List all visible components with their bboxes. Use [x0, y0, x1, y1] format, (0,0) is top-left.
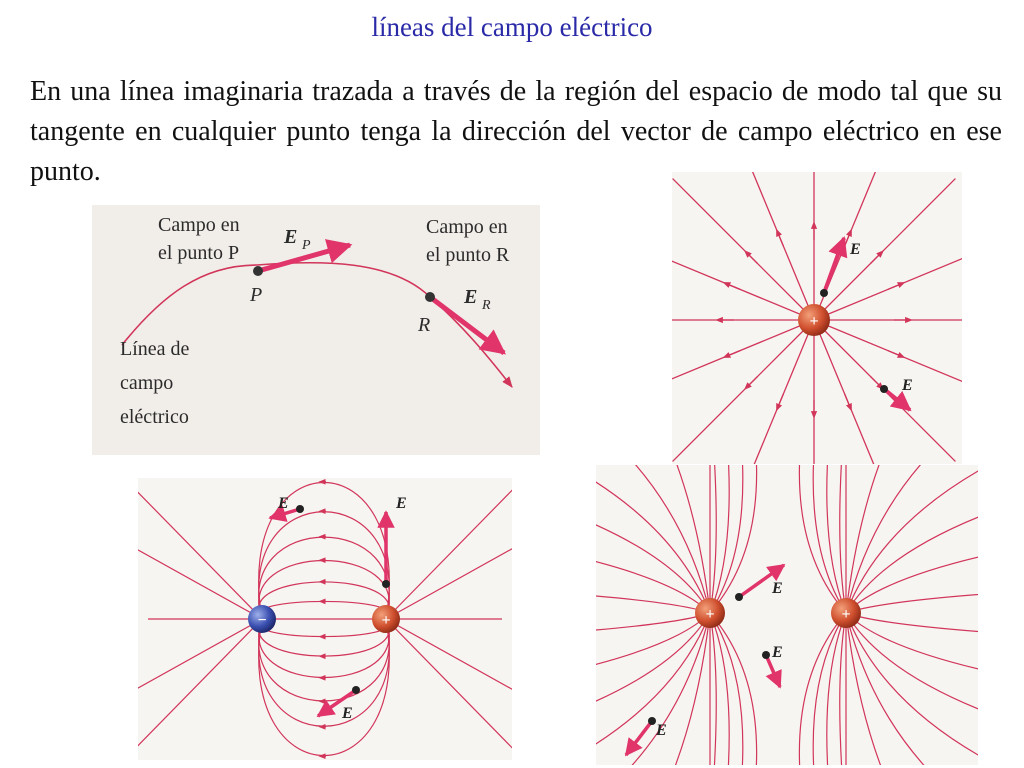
field-line [814, 320, 891, 464]
field-line [657, 613, 710, 765]
field-line [386, 619, 512, 697]
vector-e-label-2: E [396, 495, 407, 512]
point-r-label: R [418, 314, 431, 336]
positive-charge-left-sign: + [705, 606, 715, 623]
vector-e-point-1 [820, 289, 828, 297]
field-line [846, 613, 978, 637]
vector-e-label-3: E [656, 722, 667, 739]
label-campo-r-2: el punto R [426, 244, 510, 266]
vector-e-point-2 [880, 385, 888, 393]
field-line [596, 613, 710, 637]
line-label-3: eléctrico [120, 406, 189, 428]
dipole-svg [138, 478, 512, 760]
field-line [846, 613, 899, 765]
field-line-arrow [778, 394, 784, 408]
field-line [814, 320, 962, 397]
field-line-arrow [871, 253, 882, 264]
field-line [259, 537, 390, 619]
field-line [846, 465, 948, 613]
vector-er-label: E [464, 286, 478, 308]
field-line [386, 619, 512, 760]
single-charge-svg [672, 172, 962, 464]
two-positive-figure [596, 465, 978, 765]
single-charge-figure [672, 172, 962, 464]
field-line [846, 613, 978, 763]
positive-charge-right-sign: + [841, 606, 851, 623]
vector-e-label-1: E [278, 495, 289, 512]
field-line [259, 619, 390, 756]
slide-title: líneas del campo eléctrico [371, 12, 653, 42]
field-line [259, 619, 390, 701]
field-line [138, 478, 262, 619]
field-line [608, 465, 710, 613]
vector-e-point-1 [735, 593, 743, 601]
field-line [259, 601, 390, 619]
field-line [710, 613, 716, 765]
field-line [259, 619, 390, 656]
field-line [259, 619, 390, 637]
point-r-dot [425, 292, 435, 302]
field-line [846, 613, 948, 765]
point-p-dot [253, 266, 263, 276]
vector-e-point-2 [762, 651, 770, 659]
field-line [799, 613, 846, 765]
field-line [672, 320, 814, 397]
field-line-arrow [726, 351, 740, 357]
label-campo-r-1: Campo en [426, 216, 508, 238]
positive-charge-sign: + [381, 612, 391, 629]
point-p-label: P [250, 284, 263, 306]
vector-e-point-3 [352, 686, 360, 694]
label-campo-p-2: el punto P [158, 242, 240, 264]
field-line [672, 243, 814, 320]
vector-e-label-2: E [772, 644, 783, 661]
line-label-2: campo [120, 372, 174, 394]
field-line [259, 582, 390, 619]
field-line [710, 465, 716, 613]
field-line [259, 512, 390, 619]
vector-e-label-2: E [902, 377, 913, 394]
field-line [138, 541, 262, 619]
vector-e-point-1 [296, 505, 304, 513]
electric-field-line [122, 263, 512, 387]
field-line [673, 320, 814, 461]
label-campo-p-1: Campo en [158, 214, 240, 236]
negative-charge-sign: − [257, 612, 267, 629]
field-line [737, 320, 814, 464]
field-line-arrow [888, 284, 902, 290]
vector-e-label-1: E [850, 241, 861, 258]
field-line [846, 589, 978, 613]
field-line-arrow [871, 377, 882, 388]
field-line [840, 465, 846, 613]
field-line [138, 619, 262, 760]
field-line [710, 613, 757, 765]
field-line [737, 172, 814, 320]
field-line [259, 561, 390, 620]
two-positive-svg [596, 465, 978, 765]
field-line-arrow [778, 232, 784, 246]
vector-e-point-2 [382, 580, 390, 588]
field-line-arrow [888, 351, 902, 357]
vector-er-subscript: R [482, 298, 491, 313]
vector-e-label-3: E [342, 705, 353, 722]
vector-ep-label: E [284, 226, 298, 248]
field-line [840, 613, 846, 765]
line-label-1: Línea de [120, 338, 190, 360]
field-line-figure [92, 205, 540, 455]
field-line [608, 613, 710, 765]
field-line-svg [92, 205, 540, 455]
vector-e-arrow-1 [824, 238, 844, 293]
field-line [386, 541, 512, 619]
field-line [846, 465, 978, 613]
vector-e-arrow-3 [626, 721, 652, 755]
field-line [259, 619, 390, 678]
field-line [814, 179, 955, 320]
definition-paragraph: En una línea imaginaria trazada a través de la región del espacio de modo tal que su tangente en cualquier punto tenga la dirección del vector de campo eléctrico en ese punto. [30, 76, 1002, 187]
field-line-arrow [845, 394, 851, 408]
field-line-arrow [747, 377, 758, 388]
vector-e-point-3 [648, 717, 656, 725]
vector-e-label-1: E [772, 580, 783, 597]
field-line [138, 619, 262, 697]
field-line [673, 179, 814, 320]
positive-charge-sign: + [809, 313, 819, 330]
field-line-arrow [747, 253, 758, 264]
vector-ep-subscript: P [302, 238, 311, 253]
dipole-figure [138, 478, 512, 760]
field-line [596, 589, 710, 613]
field-line-arrow [726, 284, 740, 290]
